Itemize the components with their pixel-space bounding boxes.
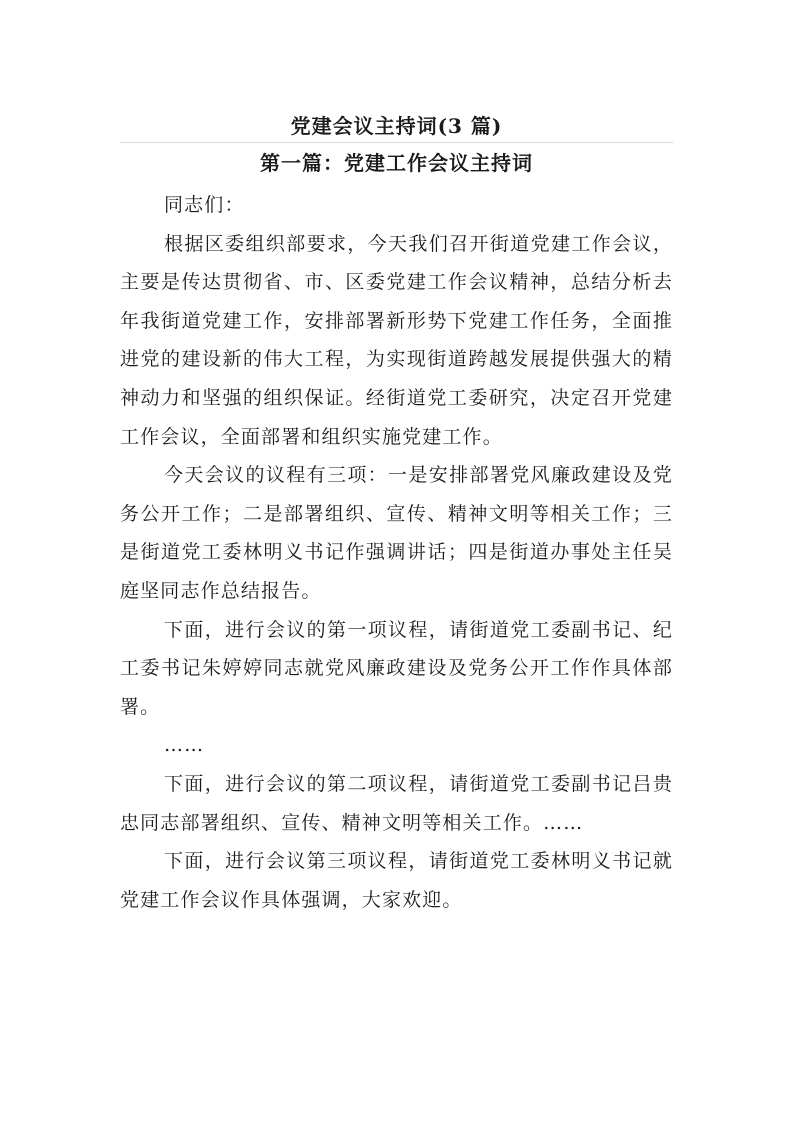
body-paragraph: 根据区委组织部要求，今天我们召开街道党建工作会议，主要是传达贯彻省、市、区委党建工作会议精神，总结分析去年我街道党建工作，安排部署新形势下党建工作任务，全面推进党的建设新的伟大工程，为实现街道跨越发展提供强大的精神动力和坚强的组织保证。经街道党工委研究，决定召开党建工作会议，全面部署和组织实施党建工作。 [120,232,673,448]
body-paragraph: 下面，进行会议第三项议程，请街道党工委林明义书记就党建工作会议作具体强调，大家欢迎。 [120,850,673,911]
section-heading: 第一篇：党建工作会议主持词 [260,151,533,175]
body-text [120,186,673,919]
ellipsis-paragraph: …… [164,734,205,757]
title-divider [120,142,673,143]
body-paragraph: 今天会议的议程有三项：一是安排部署党风廉政建设及党务公开工作；二是部署组织、宣传、精神文明等相关工作；三是街道党工委林明义书记作强调讲话；四是街道办事处主任吴庭坚同志作总结报告。 [120,464,673,602]
body-paragraph: 下面，进行会议的第一项议程，请街道党工委副书记、纪工委书记朱婷婷同志就党风廉政建设及党务公开工作作具体部署。 [120,618,673,718]
document-title: 党建会议主持词(3 篇) [290,114,503,138]
body-paragraph: 下面，进行会议的第二项议程，请街道党工委副书记吕贵忠同志部署组织、宣传、精神文明等相关工作。…… [120,772,673,834]
salutation-paragraph: 同志们： [164,194,245,216]
